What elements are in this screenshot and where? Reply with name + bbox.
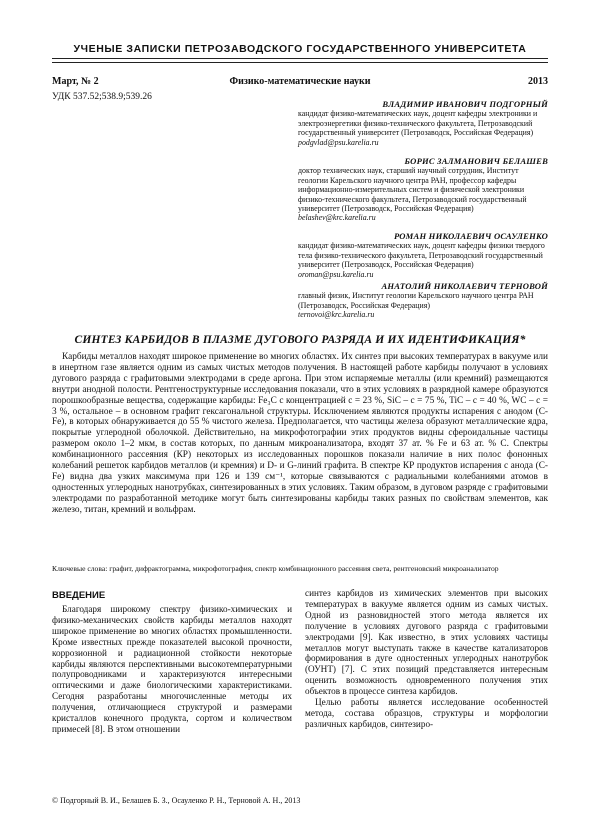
author-email[interactable]: belashev@krc.karelia.ru bbox=[298, 213, 376, 223]
author-email[interactable]: podgvlad@psu.karelia.ru bbox=[298, 137, 379, 147]
journal-title: УЧЕНЫЕ ЗАПИСКИ ПЕТРОЗАВОДСКОГО ГОСУДАРСТВЕННОГО УНИВЕРСИТЕТА bbox=[73, 43, 527, 55]
author-affiliation: кандидат физико-математических наук, доцент кафедры электроники и электроэнергетики физико-технического факультета, Петрозаводский государственный университет (Петрозаводск, Российская Федерация) bbox=[298, 109, 538, 138]
header-rule-top bbox=[52, 58, 548, 59]
author-block-2 bbox=[298, 157, 548, 223]
author-block-4 bbox=[298, 282, 548, 320]
udc-code: УДК 537.52;538.9;539.26 bbox=[52, 92, 152, 102]
issue-number: Март, № 2 bbox=[52, 76, 99, 87]
author-block-1 bbox=[298, 100, 548, 147]
author-name: АНАТОЛИЙ НИКОЛАЕВИЧ ТЕРНОВОЙ bbox=[381, 281, 548, 291]
copyright-line: © Подгорный В. И., Белашев Б. З., Осауленко Р. Н., Терновой А. Н., 2013 bbox=[52, 796, 301, 805]
author-affiliation: доктор технических наук, старший научный сотрудник, Институт геологии Карельского научного центра РАН, профессор кафедры информационно-измерительных систем и физической электроники физико-технического факультета, Петрозаводский государственный университет (Петрозаводск, Российская Федерация) bbox=[298, 166, 527, 214]
section-heading-introduction: ВВЕДЕНИЕ bbox=[52, 590, 106, 601]
intro-column-left: Благодаря широкому спектру физико-химических и физико-механических свойств карбиды металлов находят широкое применение во многих областях промышленности. Кроме известных прежде показателей высокой прочности, коррозионной и радиационной стойкости некоторые карбиды являются перспективными высокотемпературными полупроводниками и характеризуются интересными оптическими и даже биологическими характеристиками. Сегодня разработаны многочисленные методы их получения, отличающиеся структурой и размерами кристаллов конечного продукта, сортом и количеством примесей [8]. В этом отношении bbox=[52, 604, 292, 734]
header-rule-bottom bbox=[52, 62, 548, 63]
intro-column-right bbox=[305, 588, 548, 730]
section-name: Физико-математические науки bbox=[229, 76, 371, 87]
author-email[interactable]: ternovoi@krc.karelia.ru bbox=[298, 310, 375, 320]
author-name: РОМАН НИКОЛАЕВИЧ ОСАУЛЕНКО bbox=[393, 231, 548, 241]
keywords: Ключевые слова: графит, дифрактограмма, микрофотография, спектр комбинационного рассеяния света, рентгеновский микроанализатор bbox=[52, 564, 499, 573]
abstract: Карбиды металлов находят широкое применение во многих областях. Их синтез при высоких температурах в вакууме или в инертном газе является одним из самых чистых методов получения. В настоящей работе карбиды получают в условиях дугового разряда с графитовыми электродами в среде аргона. При этом испаряемые металлы (или кремний) размещаются внутри анодной полости. Рентгеноструктурные исследования показали, что в этих условиях в разрядной камере образуются порошкообразные вещества, содержащие карбиды: Fe₃C с концентрацией c = 23 %, SiC – c = 75 %, TiC – c = 40 %, WC – c = 3 %, остальное – в основном графит гексагональной структуры. Исключением являются продукты испарения с анодом (C-Fe), в которых обнаруживается до 55 % чистого железа. Предполагается, что частицы железа образуют металлические ядра, покрытые углеродной оболочкой. Действительно, на микрофотографии этих продуктов видны сфероидальные частицы размером около 1–2 мкм, в состав которых, по данным микроанализатора, входят 37 ат. % Fe и 63 ат. % C. Спектры комбинационного рассеяния (КР) некоторых из исследованных порошков показали наличие в них полос фононных колебаний решеток карбидов металлов (и кремния) и D- и G-линий графита. В спектре КР продуктов испарения с анода (C-Fe) видна два узких максимума при 126 и 139 см⁻¹, которые связываются с радиальными колебаниями атомов в одностенных углеродных нанотрубках, синтезированных в этих условиях. Таким образом, в дуговом разряде с графитовыми электродами по разработанной методике могут быть синтезированы карбиды таких разных по свойствам элементов, как железо, титан, кремний и вольфрам. bbox=[52, 352, 548, 515]
author-name: ВЛАДИМИР ИВАНОВИЧ ПОДГОРНЫЙ bbox=[382, 99, 548, 109]
author-name: БОРИС ЗАЛМАНОВИЧ БЕЛАШЕВ bbox=[404, 156, 548, 166]
author-block-3 bbox=[298, 232, 548, 279]
article-title: СИНТЕЗ КАРБИДОВ В ПЛАЗМЕ ДУГОВОГО РАЗРЯДА И ИХ ИДЕНТИФИКАЦИЯ* bbox=[74, 334, 526, 346]
author-affiliation: кандидат физико-математических наук, доцент кафедры физики твердого тела физико-технического факультета, Петрозаводский государственный университет (Петрозаводск, Российская Федерация) bbox=[298, 241, 545, 270]
author-email[interactable]: oroman@psu.karelia.ru bbox=[298, 269, 374, 279]
issue-year: 2013 bbox=[528, 76, 548, 87]
intro-paragraph: Целью работы является исследование особенностей метода, состава образцов, структуры и морфологии различных карбидов, синтезиро- bbox=[305, 697, 548, 729]
author-affiliation: главный физик, Институт геологии Карельского научного центра РАН (Петрозаводск, Российская Федерация) bbox=[298, 291, 534, 310]
intro-paragraph: синтез карбидов из химических элементов при высоких температурах в вакууме является одним из самых чистых. Одной из разновидностей этого метода является их получение в условиях дугового разряда с графитовыми электродами [9]. Как известно, в этих условиях частицы металлов могут выступать также в качестве катализаторов формирования в дуге одностенных углеродных нанотрубок (ОУНТ) [7]. С этих позиций представляется интересным оценить возможность одновременного получения этих объектов в процессе синтеза карбидов. bbox=[305, 588, 548, 697]
